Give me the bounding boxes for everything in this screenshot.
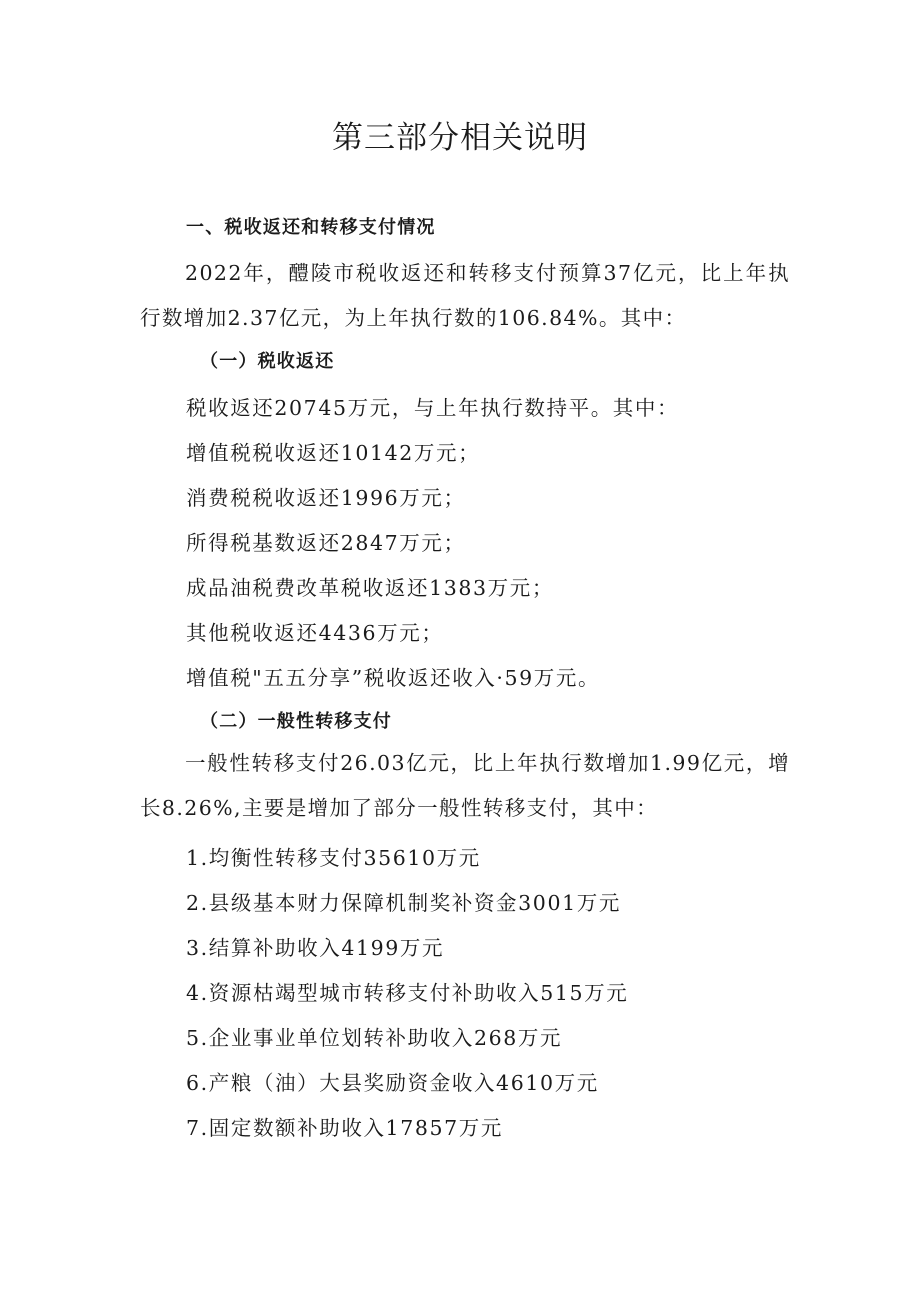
list-item: 其他税收返还4436万元；: [186, 621, 444, 645]
list-item: 增值税税收返还10142万元；: [186, 441, 481, 465]
page-title: 第三部分相关说明: [332, 120, 588, 156]
tax-return-summary: 税收返还20745万元，与上年执行数持平。其中：: [186, 396, 680, 420]
section-intro-paragraph: 2022年，醴陵市税收返还和转移支付预算37亿元，比上年执行数增加2.37亿元，为上年执行数的106.84%。其中：: [140, 261, 790, 330]
numbered-item: 5.企业事业单位划转补助收入268万元: [186, 1026, 563, 1050]
section-heading: 一、税收返还和转移支付情况: [186, 217, 436, 238]
general-transfer-intro-paragraph: 一般性转移支付26.03亿元，比上年执行数增加1.99亿元，增长8.26%,主要是增加了部分一般性转移支付，其中：: [140, 751, 790, 820]
subsection-heading-general-transfer: （二）一般性转移支付: [200, 711, 392, 732]
list-item: 成品油税费改革税收返还1383万元；: [186, 576, 554, 600]
list-item: 增值税"五五分享”税收返还收入·59万元。: [186, 666, 601, 690]
numbered-item: 6.产粮（油）大县奖励资金收入4610万元: [186, 1071, 599, 1095]
subsection-heading-tax-return: （一）税收返还: [200, 351, 335, 372]
list-item: 所得税基数返还2847万元；: [186, 531, 466, 555]
numbered-item: 1.均衡性转移支付35610万元: [186, 846, 481, 870]
numbered-item: 3.结算补助收入4199万元: [186, 936, 445, 960]
numbered-item: 2.县级基本财力保障机制奖补资金3001万元: [186, 891, 621, 915]
numbered-item: 4.资源枯竭型城市转移支付补助收入515万元: [186, 981, 629, 1005]
list-item: 消费税税收返还1996万元；: [186, 486, 466, 510]
numbered-item: 7.固定数额补助收入17857万元: [186, 1116, 503, 1140]
